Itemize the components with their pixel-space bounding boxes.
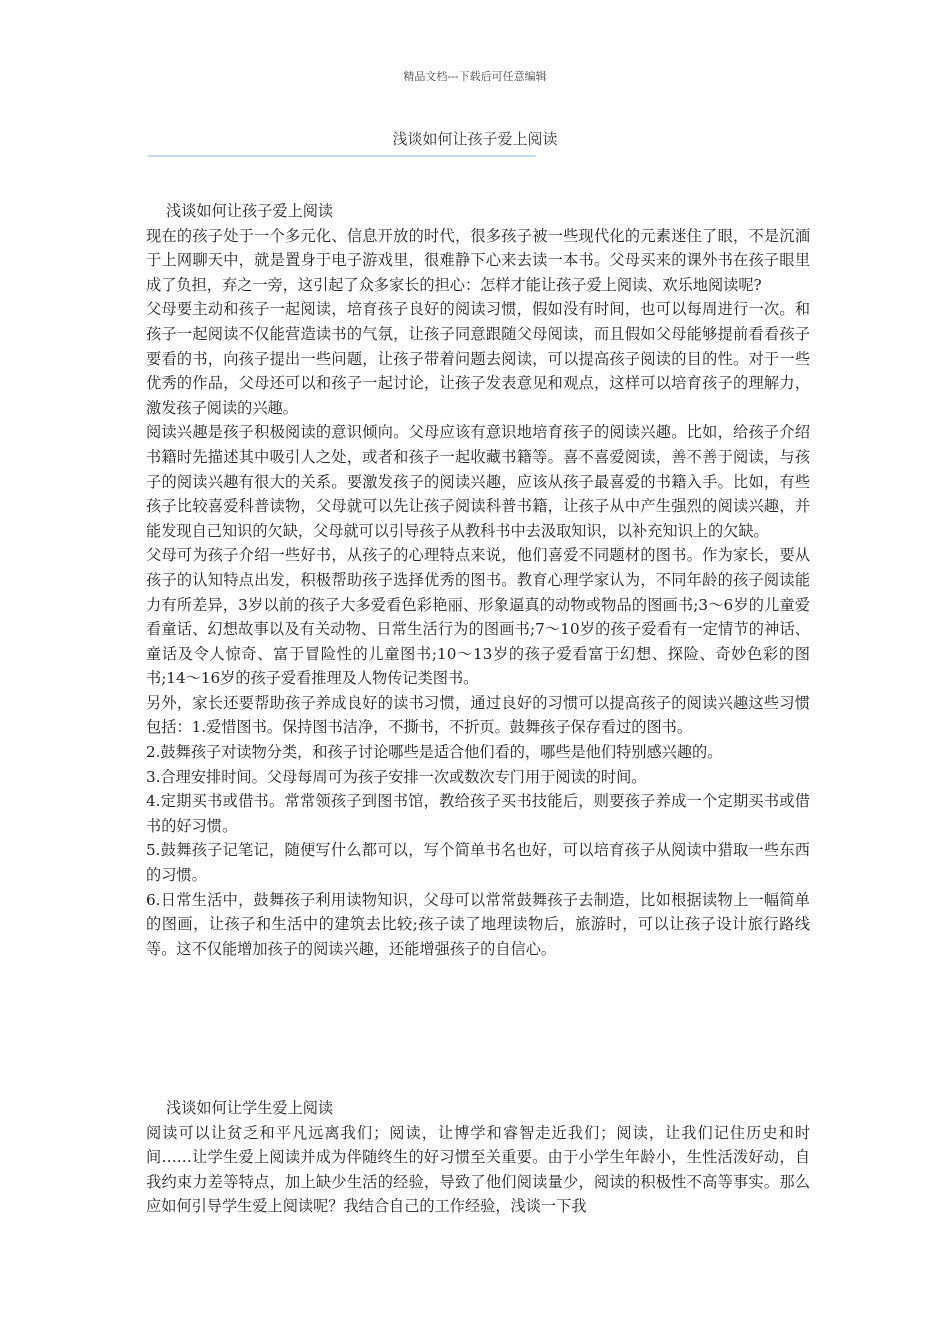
list-item: 4.定期买书或借书。常常领孩子到图书馆，教给孩子买书技能后，则要孩子养成一个定期买书或借书的好习惯。 [146,792,810,835]
paragraph: 父母要主动和孩子一起阅读，培育孩子良好的阅读习惯，假如没有时间，也可以每周进行一次。和孩子一起阅读不仅能营造读书的气氛，让孩子同意跟随父母阅读，而且假如父母能够提前看看孩子要看的书，向孩子提出一些问题，让孩子带着问题去阅读，可以提高孩子阅读的目的性。对于一些优秀的作品，父母还可以和孩子一起讨论，让孩子发表意见和观点，这样可以培育孩子的理解力，激发孩子阅读的兴趣。 [146,300,810,417]
document-title: 浅谈如何让孩子爱上阅读 [392,130,558,148]
section-1-title: 浅谈如何让孩子爱上阅读 [166,202,334,220]
list-item: 2.鼓舞孩子对读物分类，和孩子讨论哪些是适合他们看的，哪些是他们特别感兴趣的。 [146,743,723,762]
paragraph: 阅读兴趣是孩子积极阅读的意识倾向。父母应该有意识地培育孩子的阅读兴趣。比如，给孩子介绍书籍时先描述其中吸引人之处，或者和孩子一起收藏书籍等。喜不喜爱阅读，善不善于阅读，与孩子的阅读兴趣有很大的关系。要激发孩子的阅读兴趣，应该从孩子最喜爱的书籍入手。比如，有些孩子比较喜爱科普读物，父母就可以先让孩子阅读科普书籍，让孩子从中产生强烈的阅读兴趣，并能发现自己知识的欠缺，父母就可以引导孩子从教科书中去汲取知识，以补充知识上的欠缺。 [146,423,810,540]
header-note: 精品文档---下载后可任意编辑 [403,70,547,83]
list-item: 5.鼓舞孩子记笔记，随便写什么都可以，写个简单书名也好，可以培育孩子从阅读中猎取一些东西的习惯。 [146,841,810,885]
list-item: 6.日常生活中，鼓舞孩子利用读物知识，父母可以常常鼓舞孩子去制造，比如根据读物上一幅简单的图画，让孩子和生活中的建筑去比较;孩子读了地理读物后，旅游时，可以让孩子设计旅行路线等。这不仅能增加孩子的阅读兴趣，还能增强孩子的自信心。 [146,890,810,958]
paragraph: 阅读可以让贫乏和平凡远离我们；阅读，让博学和睿智走近我们；阅读，让我们记住历史和时间……让学生爱上阅读并成为伴随终生的好习惯至关重要。由于小学生年龄小，生性活泼好动，自我约束力差等特点，加上缺少生活的经验，导致了他们阅读量少，阅读的积极性不高等事实。那么应如何引导学生爱上阅读呢？我结合自己的工作经验，浅谈一下我 [146,1123,810,1216]
section-1 [146,199,810,961]
title-dashed-divider: —————————————————————————————————————————————— [148,148,536,164]
paragraph: 父母可为孩子介绍一些好书，从孩子的心理特点来说，他们喜爱不同题材的图书。作为家长，要从孩子的认知特点出发，积极帮助孩子选择优秀的图书。教育心理学家认为，不同年龄的孩子阅读能力有所差异，3岁以前的孩子大多爱看色彩艳丽、形象逼真的动物或物品的图画书;3～6岁的儿童爱看童话、幻想故事以及有关动物、日常生活行为的图画书;7～10岁的孩子爱看有一定情节的神话、童话及令人惊奇、富于冒险性的儿童图书;10～13岁的孩子爱看富于幻想、探险、奇妙色彩的图书;14～16岁的孩子爱看推理及人物传记类图书。 [146,546,810,688]
paragraph: 现在的孩子处于一个多元化、信息开放的时代，很多孩子被一些现代化的元素迷住了眼，不是沉湎于上网聊天中，就是置身于电子游戏里，很难静下心来去读一本书。父母买来的课外书在孩子眼里成了负担，弃之一旁，这引起了众多家长的担心：怎样才能让孩子爱上阅读、欢乐地阅读呢? [146,226,810,294]
list-item: 3.合理安排时间。父母每周可为孩子安排一次或数次专门用于阅读的时间。 [146,767,647,786]
paragraph: 另外，家长还要帮助孩子养成良好的读书习惯，通过良好的习惯可以提高孩子的阅读兴趣这些习惯包括：1.爱惜图书。保持图书洁净，不撕书，不折页。鼓舞孩子保存看过的图书。 [146,693,810,737]
section-2 [146,1096,810,1219]
section-2-title: 浅谈如何让学生爱上阅读 [166,1099,334,1117]
